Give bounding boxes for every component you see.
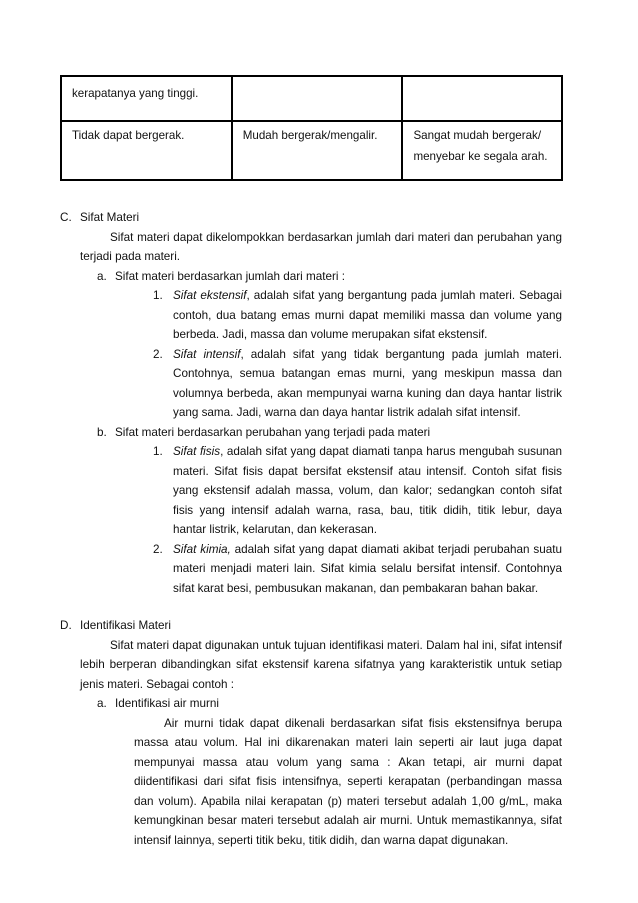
list-item: [153, 286, 562, 345]
table-cell: Mudah bergerak/mengalir.: [232, 121, 403, 180]
table-row: [61, 121, 562, 180]
subsection-label: b.: [97, 425, 107, 439]
table-cell: [402, 76, 562, 121]
section-title: Sifat Materi: [80, 211, 140, 224]
item-term: Sifat fisis: [173, 445, 221, 458]
list-item: [153, 442, 562, 540]
spacer: [60, 598, 562, 616]
section-label: D.: [60, 619, 72, 632]
item-text: , adalah sifat yang tidak bergantung pada jumlah materi. Contohnya, semua batangan emas murni, yang meskipun massa dan volumnya berbeda, akan mempunyai warna kuning dan daya hantar listrik yang sama. Jadi, warna dan daya hantar listrik adalah sifat intensif.: [173, 347, 563, 419]
subsection-title: Sifat materi berdasarkan perubahan yang terjadi pada materi: [115, 425, 431, 439]
subsection-d-a-text: Air murni tidak dapat dikenali berdasarkan sifat fisis ekstensifnya berupa massa atau volum. Hal ini dikarenakan materi lain seperti air laut juga dapat mempunyai massa atau volum yang sama : Akan tetapi, air murni dapat diidentifikasi dari sifat fisis intensifnya, seperti kerapatan (perbandingan massa dan volum). Apabila nilai kerapatan (p) materi tersebut adalah 1,00 g/mL, maka kemungkinan besar materi tersebut adalah air murni. Untuk memastikannya, sifat intensif lainnya, seperti titik beku, titik didih, dan warna dapat digunakan.: [134, 716, 562, 847]
subsection-c-a: [97, 267, 562, 287]
item-text: , adalah sifat yang bergantung pada jumlah materi. Sebagai contoh, dua batang emas murni dapat memiliki massa dan volume yang berbeda. Jadi, massa dan volume merupakan sifat ekstensif.: [173, 289, 562, 341]
section-label: C.: [60, 211, 72, 224]
table-cell: Sangat mudah bergerak/ menyebar ke segala arah.: [402, 121, 562, 180]
list-item: [153, 540, 562, 599]
section-d-heading: [60, 616, 562, 636]
subsection-title: Sifat materi berdasarkan jumlah dari materi :: [115, 269, 345, 283]
list-item: [153, 345, 562, 423]
item-term: Sifat kimia,: [173, 542, 231, 556]
item-text: , adalah sifat yang dapat diamati tanpa harus mengubah susunan materi. Sifat fisis dapat bersifat ekstensif atau intensif. Contoh sifat fisis yang ekstensif adalah massa, volum, dan kalor; sedangkan contoh sifat fisis yang intensif adalah warna, rasa, bau, titik didih, titik lebur, daya hantar listrik, kelarutan, dan kekerasan.: [173, 445, 562, 536]
item-text: adalah sifat yang dapat diamati akibat terjadi perubahan suatu materi menjadi materi lain. Sifat kimia selalu bersifat intensif. Contohnya sifat karat besi, pembusukan makanan, dan pembakaran bahan bakar.: [173, 542, 563, 595]
table-cell: kerapatanya yang tinggi.: [61, 76, 232, 121]
item-number: 1.: [153, 445, 163, 458]
table-row: [61, 76, 562, 121]
section-title: Identifikasi Materi: [80, 619, 171, 632]
document-body: [60, 208, 562, 850]
subsection-label: a.: [97, 269, 107, 283]
item-number: 2.: [153, 542, 163, 556]
states-of-matter-table: [60, 75, 563, 181]
table-cell: [232, 76, 403, 121]
item-term: Sifat ekstensif: [173, 289, 247, 302]
section-c-heading: [60, 208, 562, 228]
item-term: Sifat intensif: [173, 347, 241, 361]
section-d-intro: Sifat materi dapat digunakan untuk tujuan identifikasi materi. Dalam hal ini, sifat intensif lebih berperan dibandingkan sifat ekstensif karena sifatnya yang karakteristik untuk setiap jenis materi. Sebagai contoh :: [80, 638, 562, 691]
item-number: 2.: [153, 347, 163, 361]
subsection-label: a.: [97, 697, 107, 710]
item-number: 1.: [153, 289, 163, 302]
subsection-d-a: [97, 694, 562, 714]
subsection-title: Identifikasi air murni: [115, 697, 219, 710]
table-cell: Tidak dapat bergerak.: [61, 121, 232, 180]
section-c-intro: Sifat materi dapat dikelompokkan berdasarkan jumlah dari materi dan perubahan yang terjadi pada materi.: [80, 230, 562, 263]
subsection-c-b: [97, 423, 562, 443]
